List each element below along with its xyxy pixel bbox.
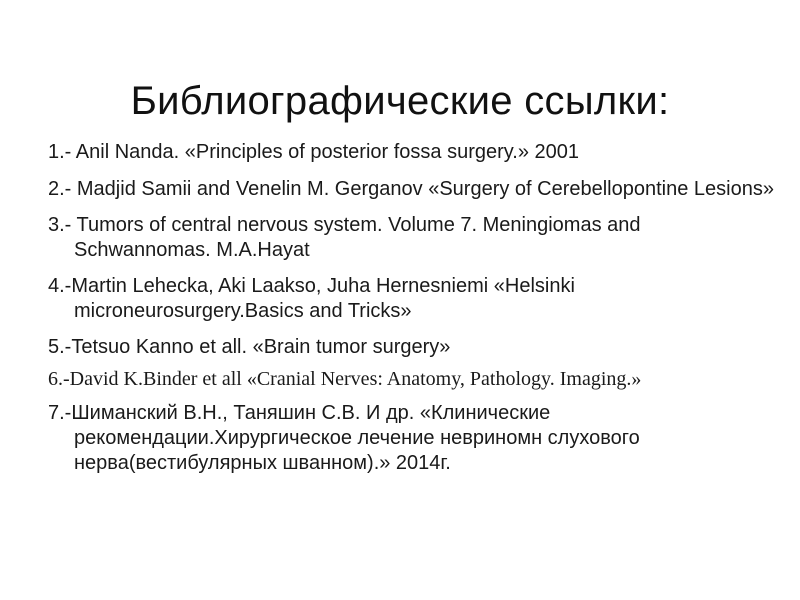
reference-item: 5.-Tetsuo Kanno et all. «Brain tumor surgery» — [48, 336, 451, 358]
reference-item: 2.- Madjid Samii and Venelin M. Gerganov «Surgery of Cerebellopontine Lesions» — [48, 178, 774, 200]
reference-item: 3.- Tumors of central nervous system. Volume 7. Meningiomas and Schwannomas. M.A.Hayat — [48, 214, 641, 261]
reference-item: 6.-David K.Binder et all «Cranial Nerves: Anatomy, Pathology. Imaging.» — [48, 368, 642, 390]
reference-item: 4.-Martin Lehecka, Aki Laakso, Juha Hernesniemi «Helsinki microneurosurgery.Basics and Tricks» — [48, 275, 575, 322]
reference-list — [48, 140, 778, 487]
reference-item: 7.-Шиманский В.Н., Таняшин С.В. И др. «Клинические рекомендации.Хирургическое лечение невриномн слухового нерва(вестибулярных шванном).» 2014г. — [48, 402, 640, 474]
reference-item: 1.- Anil Nanda. «Principles of posterior fossa surgery.» 2001 — [48, 141, 580, 163]
slide-title: Библиографические ссылки: — [130, 78, 670, 123]
